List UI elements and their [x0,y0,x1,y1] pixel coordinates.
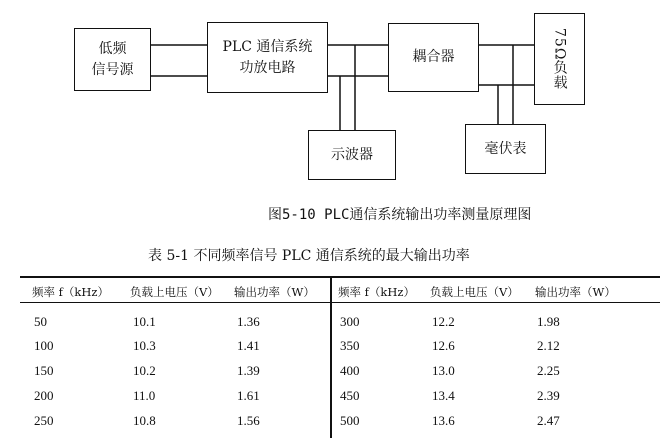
table-cell: 13.0 [432,363,455,378]
table-cell: 50 [34,314,47,329]
table-cell: 400 [340,363,360,378]
figure-caption: 图5-10 PLC通信系统输出功率测量原理图 [268,207,532,223]
table-header-cell: 频率 f（kHz） [32,285,109,299]
table-cell: 13.6 [432,413,455,428]
signal-source-label-line2: 信号源 [91,61,134,78]
millivoltmeter-label: 毫伏表 [484,140,527,157]
table-cell: 2.25 [537,363,560,378]
table-cell: 1.56 [237,413,260,428]
table-cell: 1.41 [237,338,260,353]
table-cell: 1.39 [237,363,260,378]
oscilloscope-block [308,130,396,180]
table-header-rule [20,302,660,303]
signal-source-block [74,28,151,91]
table-cell: 10.3 [133,338,156,353]
plc-amplifier-label-line1: PLC 通信系统 [222,39,313,56]
table-cell: 12.6 [432,338,455,353]
plc-amplifier-block [207,22,328,93]
table-center-divider [330,276,332,438]
load-block [534,13,585,105]
table-cell: 11.0 [133,388,156,403]
table-cell: 2.39 [537,388,560,403]
table-cell: 2.12 [537,338,560,353]
table-cell: 450 [340,388,360,403]
table-header-cell: 输出功率（W） [535,285,616,299]
coupler-block [388,23,479,92]
table-top-rule [20,276,660,278]
table-cell: 200 [34,388,54,403]
table-header-cell: 负载上电压（V） [130,285,219,299]
table-header-cell: 输出功率（W） [234,285,315,299]
table-cell: 150 [34,363,54,378]
millivoltmeter-block [465,124,546,174]
table-cell: 1.36 [237,314,260,329]
table-cell: 250 [34,413,54,428]
table-cell: 2.47 [537,413,560,428]
table-cell: 13.4 [432,388,455,403]
table-cell: 12.2 [432,314,455,329]
table-cell: 10.8 [133,413,156,428]
coupler-label: 耦合器 [412,49,455,66]
table-cell: 10.2 [133,363,156,378]
table-cell: 1.61 [237,388,260,403]
table-header-cell: 负载上电压（V） [430,285,519,299]
table-cell: 500 [340,413,360,428]
load-label: 75Ω负载 [551,27,568,91]
table-cell: 1.98 [537,314,560,329]
oscilloscope-label: 示波器 [331,146,373,163]
table-cell: 300 [340,314,360,329]
signal-source-label-line1: 低频 [98,41,127,58]
plc-amplifier-label-line2: 功放电路 [239,59,296,76]
table-cell: 10.1 [133,314,156,329]
table-header-cell: 频率 f（kHz） [338,285,415,299]
table-cell: 350 [340,338,360,353]
table-title: 表 5-1 不同频率信号 PLC 通信系统的最大输出功率 [148,248,470,264]
table-cell: 100 [34,338,54,353]
